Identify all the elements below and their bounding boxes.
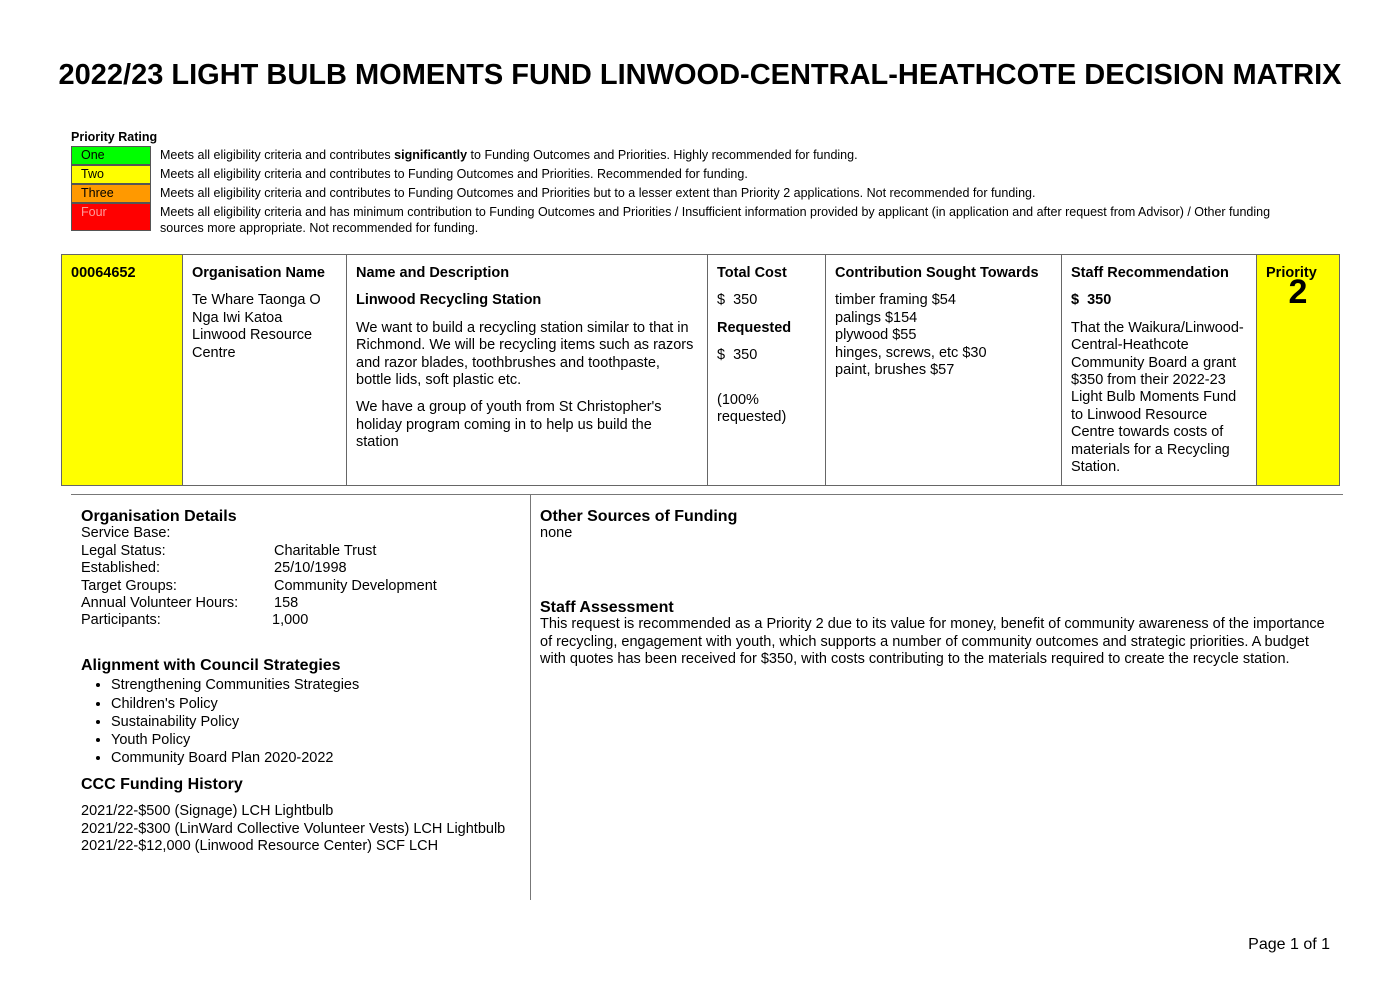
- legend-row-three: [71, 184, 1311, 203]
- application-id: 00064652: [71, 265, 136, 281]
- table-row: [62, 255, 1340, 486]
- list-item: 2021/22-$12,000 (Linwood Resource Center) SCF LCH: [81, 837, 439, 854]
- legend-text-three: Meets all eligibility criteria and contributes to Funding Outcomes and Priorities but to a lesser extent than Priority 2 applications. Not recommended for funding.: [160, 186, 1036, 200]
- organisation-header: Organisation Name: [192, 265, 325, 281]
- funding-history-list: [81, 803, 526, 855]
- legend-swatch-four: Four: [71, 203, 151, 231]
- staff-recommendation-text: That the Waikura/Linwood-Central-Heathcote Community Board a grant $350 from their 2022-23 Light Bulb Moments Fund to Linwood Resource Centre towards costs of materials for a Recycling Station.: [1071, 319, 1244, 476]
- project-name: Linwood Recycling Station: [356, 292, 542, 309]
- description-paragraph-1: We want to build a recycling station similar to that in Richmond. We will be recycling items such as razors and razor blades, toothbrushes and toothpaste, bottle lids, soft plastic etc.: [356, 319, 694, 389]
- page-title: 2022/23 LIGHT BULB MOMENTS FUND LINWOOD-CENTRAL-HEATHCOTE DECISION MATRIX: [58, 59, 1342, 91]
- list-item: plywood $55: [835, 327, 917, 344]
- contribution-cell: [826, 255, 1062, 486]
- section-divider-horizontal: [71, 494, 1343, 495]
- list-item: • Sustainability Policy: [111, 713, 526, 731]
- list-item: paint, brushes $57: [835, 362, 955, 379]
- legend-row-one: [71, 146, 1311, 165]
- list-item: • Community Board Plan 2020-2022: [111, 749, 526, 767]
- org-details-heading: Organisation Details: [81, 508, 237, 525]
- legend-text-one: Meets all eligibility criteria and contributes significantly to Funding Outcomes and Priorities. Highly recommended for funding.: [160, 148, 858, 162]
- list-item: • Children's Policy: [111, 695, 526, 713]
- name-description-header: Name and Description: [356, 265, 510, 281]
- priority-cell: [1257, 255, 1340, 486]
- list-item: 2021/22-$500 (Signage) LCH Lightbulb: [81, 803, 334, 820]
- total-cost-value: $ 350: [717, 292, 758, 309]
- organisation-name: Te Whare Taonga O Nga Iwi Katoa Linwood Resource Centre: [192, 292, 321, 361]
- staff-recommendation-amount: $ 350: [1071, 292, 1112, 309]
- other-sources-text: none: [540, 525, 573, 542]
- list-item: hinges, screws, etc $30: [835, 344, 987, 361]
- legend-row-two: [71, 165, 1311, 184]
- legend-swatch-two: Two: [71, 165, 151, 184]
- staff-recommendation-header: Staff Recommendation: [1071, 265, 1229, 281]
- section-divider-vertical: [530, 494, 531, 900]
- requested-amount: $ 350: [717, 347, 758, 364]
- org-detail-row: Legal Status: Charitable Trust: [81, 542, 377, 559]
- org-detail-row: Participants: 1,000: [81, 612, 309, 629]
- legend-text-two: Meets all eligibility criteria and contributes to Funding Outcomes and Priorities. Recommended for funding.: [160, 167, 748, 181]
- list-item: • Youth Policy: [111, 731, 526, 749]
- name-description-cell: [347, 255, 708, 486]
- list-item: 2021/22-$300 (LinWard Collective Volunteer Vests) LCH Lightbulb: [81, 820, 506, 837]
- priority-rating-heading: Priority Rating: [71, 130, 158, 144]
- staff-assessment-heading: Staff Assessment: [540, 598, 674, 616]
- funding-history-heading: CCC Funding History: [81, 775, 243, 793]
- contribution-header: Contribution Sought Towards: [835, 265, 1039, 281]
- org-detail-row: Service Base:: [81, 525, 171, 542]
- list-item: timber framing $54: [835, 292, 956, 309]
- legend-swatch-one: One: [71, 146, 151, 165]
- page-number: Page 1 of 1: [1248, 936, 1330, 953]
- staff-recommendation-cell: [1062, 255, 1257, 486]
- organisation-cell: [183, 255, 347, 486]
- requested-label: Requested: [717, 319, 792, 336]
- total-cost-cell: [708, 255, 826, 486]
- staff-assessment-text: This request is recommended as a Priority 2 due to its value for money, benefit of community awareness of the importance of recycling, engagement with youth, which supports a number of community outcomes and strategic priorities. A budget with quotes has been received for $350, with costs contributing to the materials required to create the recycle station.: [540, 616, 1325, 668]
- description-paragraph-2: We have a group of youth from St Christopher's holiday program coming in to help us build the station: [356, 399, 662, 451]
- list-item: palings $154: [835, 309, 918, 326]
- legend-row-four: [71, 203, 1311, 236]
- application-table: [61, 254, 1340, 486]
- priority-header: Priority: [1266, 265, 1317, 281]
- total-cost-header: Total Cost: [717, 265, 787, 281]
- org-detail-row: Annual Volunteer Hours: 158: [81, 595, 299, 612]
- right-column: [540, 508, 1330, 668]
- list-item: • Strengthening Communities Strategies: [111, 676, 526, 694]
- legend-text-four: Meets all eligibility criteria and has minimum contribution to Funding Outcomes and Priorities / Insufficient information provided by applicant (in application and after request from Advisor) / Other funding sources more appropriate. Not recommended for funding.: [160, 205, 1271, 235]
- left-column: [81, 508, 526, 855]
- application-id-cell: [62, 255, 183, 486]
- org-detail-row: Established: 25/10/1998: [81, 560, 347, 577]
- org-details: [81, 525, 526, 629]
- contribution-list: [835, 292, 1052, 379]
- org-detail-row: Target Groups: Community Development: [81, 577, 437, 594]
- alignment-heading: Alignment with Council Strategies: [81, 656, 341, 674]
- priority-rating-legend: [71, 146, 1311, 236]
- priority-value: 2: [1288, 273, 1308, 312]
- alignment-list: [81, 676, 526, 767]
- other-sources-heading: Other Sources of Funding: [540, 508, 738, 525]
- requested-percent: (100% requested): [717, 391, 787, 426]
- legend-swatch-three: Three: [71, 184, 151, 203]
